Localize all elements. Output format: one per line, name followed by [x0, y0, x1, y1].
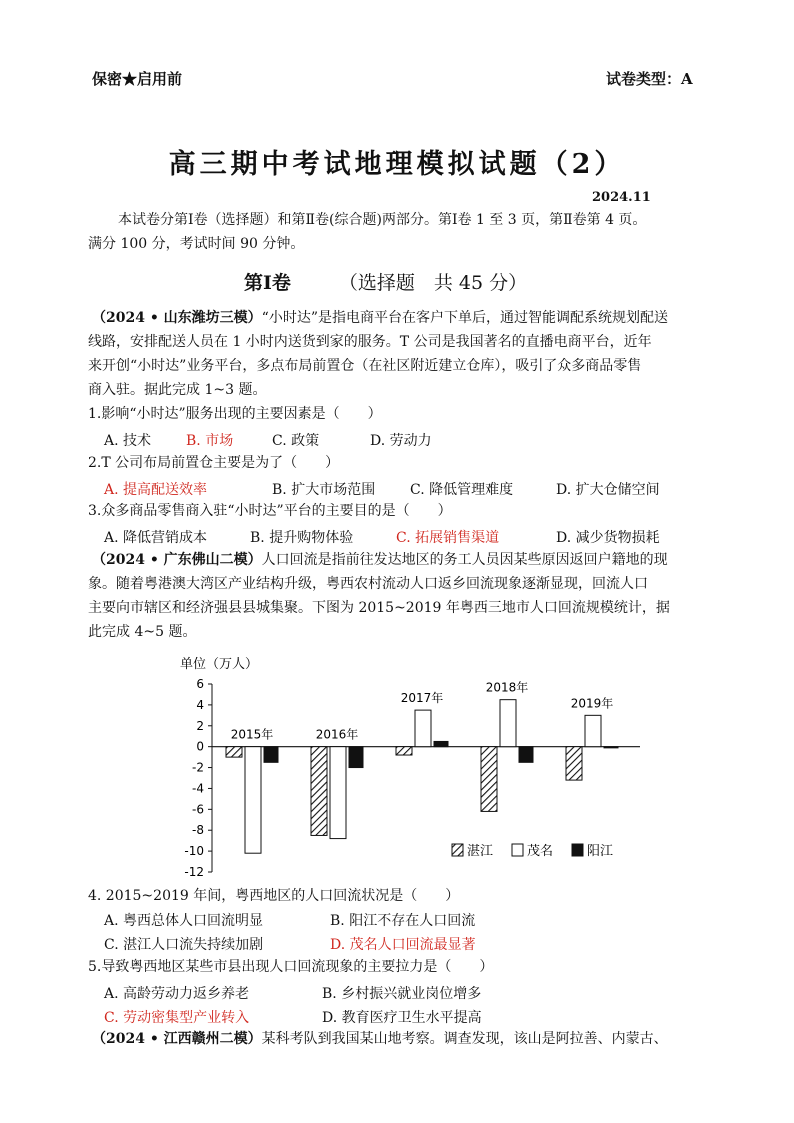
bar-阳江-2017年	[434, 741, 448, 746]
section-heading	[244, 268, 527, 295]
y-tick-label: -4	[192, 781, 204, 796]
legend-swatch-湛江	[452, 844, 463, 856]
legend-swatch-茂名	[512, 844, 523, 856]
bar-茂名-2018年	[500, 700, 516, 747]
q3-option-b: B. 提升购物体验	[250, 530, 354, 546]
paper-type-label: 试卷类型：A	[606, 70, 693, 88]
bar-湛江-2016年	[311, 747, 327, 836]
y-tick-label: -6	[192, 802, 204, 817]
passage-1-line-4: 商入驻。据此完成 1~3 题。	[88, 382, 267, 398]
q3-option-d: D. 减少货物损耗	[556, 530, 660, 546]
section-desc: （选择题 共 45 分）	[338, 272, 528, 294]
y-tick-label: -2	[192, 760, 204, 775]
passage-3-line-1	[92, 1027, 668, 1051]
y-tick-label: 0	[196, 739, 204, 754]
legend-label-湛江: 湛江	[467, 844, 494, 859]
confidential-label: 保密★启用前	[92, 70, 183, 88]
category-label-2016年: 2016年	[315, 727, 359, 742]
passage-2-line-3: 主要向市辖区和经济强县县城集聚。下图为 2015~2019 年粤西三地市人口回流规模统计，据	[88, 600, 670, 616]
y-tick-label: 4	[196, 697, 204, 712]
passage-2-line-2: 象。随着粤港澳大湾区产业结构升级，粤西农村流动人口返乡回流现象逐渐显现，回流人口	[88, 576, 648, 592]
passage-1-source: （2024 • 山东潍坊三模）	[92, 310, 262, 326]
intro-line-1: 本试卷分第Ⅰ卷（选择题）和第Ⅱ卷(综合题)两部分。第Ⅰ卷 1 至 3 页，第Ⅱ卷第 4 页。	[118, 212, 647, 228]
chart-unit-label: 单位（万人）	[180, 657, 259, 672]
category-label-2017年: 2017年	[400, 691, 444, 706]
passage-1-text: “小时达”是指电商平台在客户下单后，通过智能调配系统规划配送	[261, 310, 668, 326]
q5-option-c: C. 劳动密集型产业转入	[104, 1010, 250, 1026]
q1-option-b: B. 市场	[186, 433, 234, 449]
q2-option-a: A. 提高配送效率	[104, 482, 208, 498]
question-5-stem: 5.导致粤西地区某些市县出现人口回流现象的主要拉力是（ ）	[88, 959, 494, 975]
passage-1-line-3: 来开创“小时达”业务平台，多点布局前置仓（在社区附近建立仓库），吸引了众多商品零售	[88, 358, 642, 374]
q2-option-d: D. 扩大仓储空间	[556, 482, 660, 498]
q5-option-d: D. 教育医疗卫生水平提高	[322, 1010, 482, 1026]
question-1-stem: 1.影响“小时达”服务出现的主要因素是（ ）	[88, 406, 382, 422]
passage-2-text: 人口回流是指前往发达地区的务工人员因某些原因返回户籍地的现	[261, 552, 668, 568]
bar-湛江-2019年	[566, 747, 582, 780]
passage-3-source: （2024 • 江西赣州二模）	[92, 1031, 262, 1047]
bar-阳江-2015年	[264, 747, 278, 763]
exam-date: 2024.11	[592, 190, 651, 205]
y-tick-label: 2	[196, 718, 204, 733]
bar-阳江-2019年	[604, 747, 618, 748]
q4-option-b: B. 阳江不存在人口回流	[330, 913, 476, 929]
q1-option-d: D. 劳动力	[370, 433, 432, 449]
category-label-2015年: 2015年	[230, 727, 274, 742]
y-tick-label: -8	[192, 823, 204, 838]
question-2-stem: 2.T 公司布局前置仓主要是为了（ ）	[88, 455, 340, 471]
passage-3-text: 某科考队到我国某山地考察。调查发现，该山是阿拉善、内蒙古、	[261, 1031, 668, 1047]
q3-option-c: C. 拓展销售渠道	[396, 530, 500, 546]
bar-茂名-2016年	[330, 747, 346, 839]
bar-阳江-2016年	[349, 747, 363, 768]
category-label-2019年: 2019年	[570, 696, 614, 711]
bar-茂名-2015年	[245, 747, 261, 854]
passage-1-line-2: 线路，安排配送人员在 1 小时内送货到家的服务。T 公司是我国著名的直播电商平台，近年	[88, 334, 652, 350]
q1-option-c: C. 政策	[272, 433, 320, 449]
legend-swatch-阳江	[572, 844, 583, 856]
population-return-chart	[170, 648, 650, 884]
passage-2-line-1	[92, 548, 668, 572]
q4-option-d: D. 茂名人口回流最显著	[330, 937, 476, 953]
bar-茂名-2019年	[585, 715, 601, 746]
q5-option-a: A. 高龄劳动力返乡养老	[104, 986, 250, 1002]
y-tick-label: -12	[184, 865, 204, 879]
bar-阳江-2018年	[519, 747, 533, 763]
passage-2-line-4: 此完成 4~5 题。	[88, 624, 197, 640]
q4-option-a: A. 粤西总体人口回流明显	[104, 913, 264, 929]
legend-label-茂名: 茂名	[527, 844, 554, 859]
y-tick-label: 6	[196, 677, 204, 691]
bar-湛江-2018年	[481, 747, 497, 812]
bar-茂名-2017年	[415, 710, 431, 747]
question-4-stem: 4. 2015~2019 年间，粤西地区的人口回流状况是（ ）	[88, 888, 460, 904]
q5-option-b: B. 乡村振兴就业岗位增多	[322, 986, 482, 1002]
y-tick-label: -10	[184, 844, 204, 859]
bar-湛江-2017年	[396, 747, 412, 755]
q2-option-c: C. 降低管理难度	[410, 482, 514, 498]
section-name: 第Ⅰ卷	[244, 272, 291, 294]
bar-湛江-2015年	[226, 747, 242, 757]
q2-option-b: B. 扩大市场范围	[272, 482, 376, 498]
passage-2-source: （2024 • 广东佛山二模）	[92, 552, 262, 568]
q4-option-c: C. 湛江人口流失持续加剧	[104, 937, 264, 953]
q1-option-a: A. 技术	[104, 433, 152, 449]
question-3-stem: 3.众多商品零售商入驻“小时达”平台的主要目的是（ ）	[88, 503, 452, 519]
intro-line-2: 满分 100 分，考试时间 90 分钟。	[88, 236, 305, 252]
category-label-2018年: 2018年	[485, 680, 529, 695]
q3-option-a: A. 降低营销成本	[104, 530, 208, 546]
passage-1-line-1	[92, 306, 668, 330]
legend-label-阳江: 阳江	[587, 844, 614, 859]
page-title: 高三期中考试地理模拟试题（2）	[168, 149, 626, 180]
